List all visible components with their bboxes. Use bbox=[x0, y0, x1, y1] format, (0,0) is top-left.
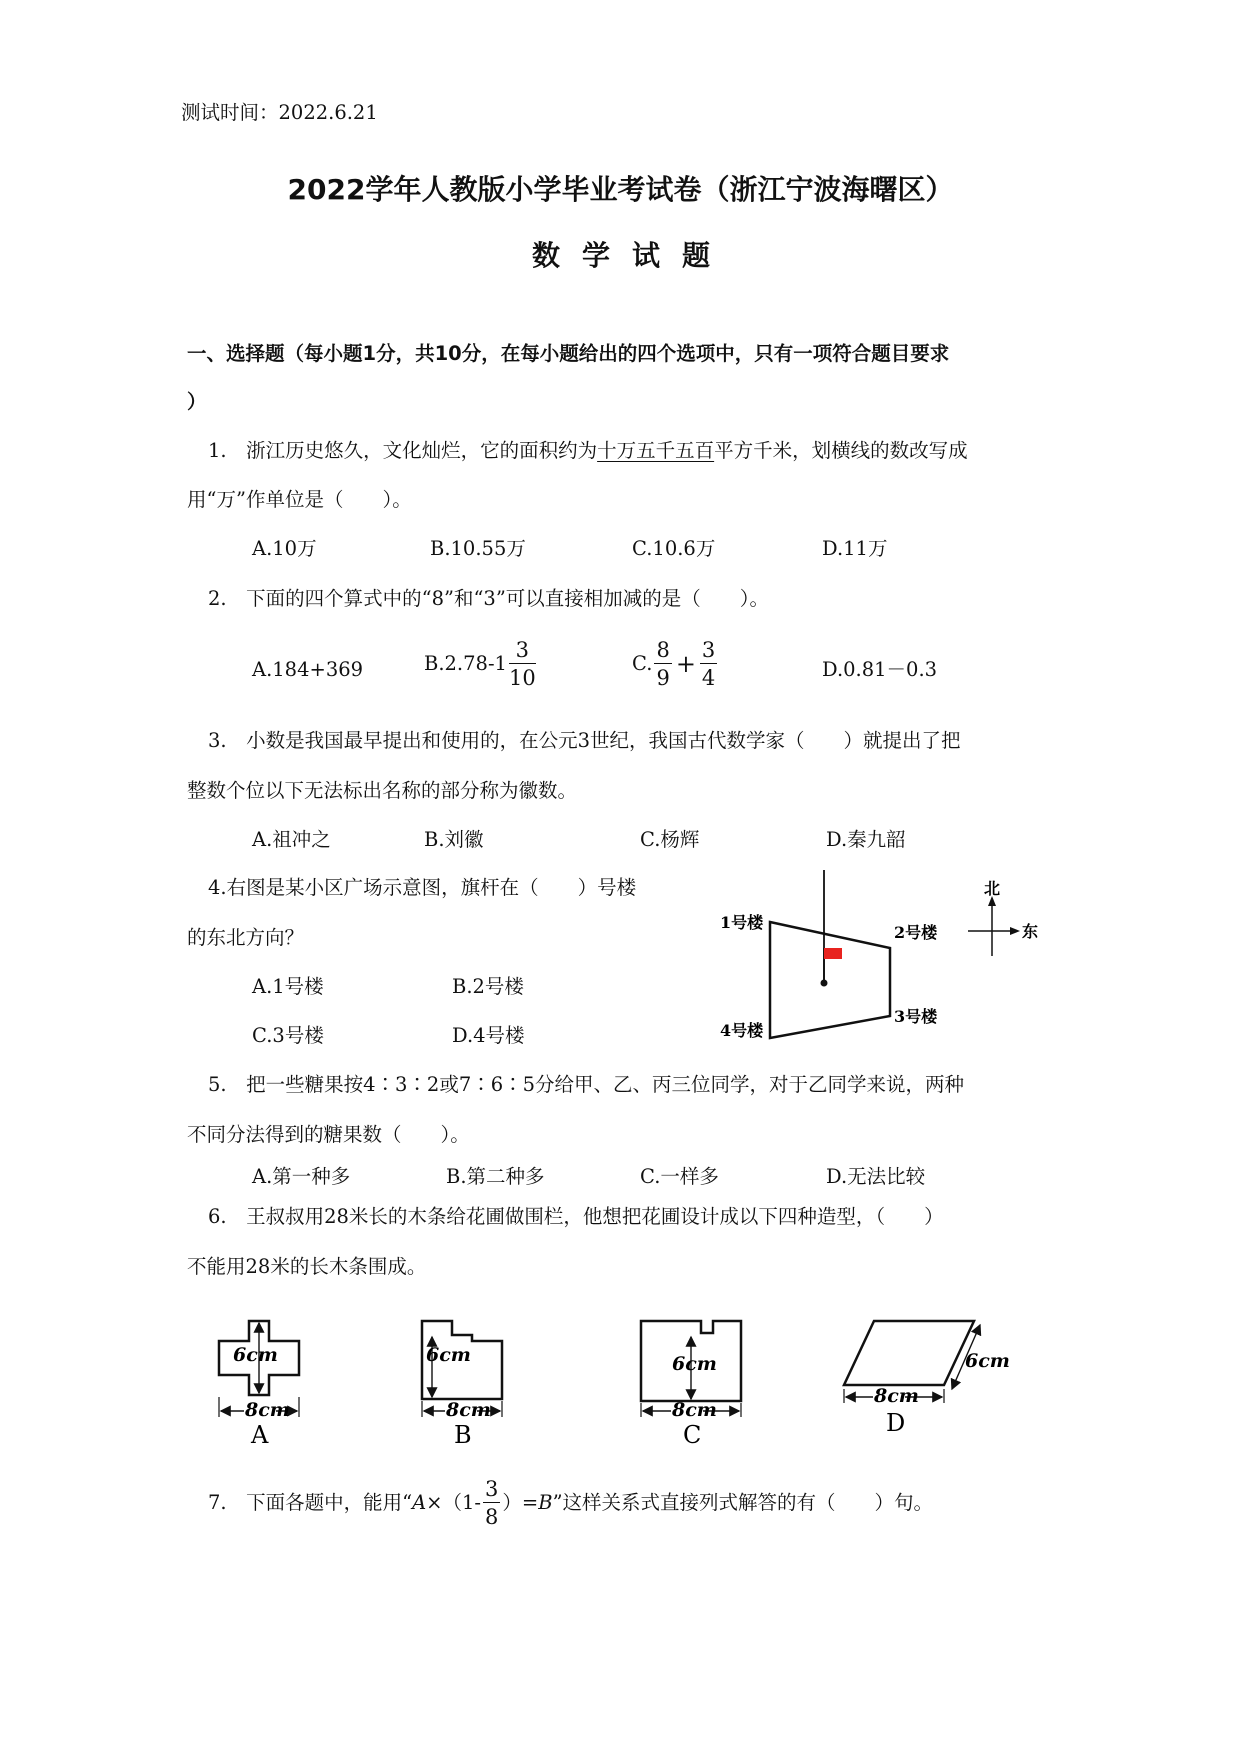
q7-numerator: 3 bbox=[483, 1478, 500, 1503]
compass-east-arrow-icon bbox=[1010, 927, 1020, 935]
figure-d bbox=[844, 1321, 1010, 1437]
q1-underlined-number: 十万五千五百 bbox=[597, 439, 715, 462]
q2-c-numerator-1: 8 bbox=[654, 639, 671, 664]
figure-c-height-label: 6cm bbox=[672, 1353, 717, 1375]
q3-line1: 3. 小数是我国最早提出和使用的，在公元3世纪，我国古代数学家（ ）就提出了把 bbox=[208, 729, 961, 752]
page-title: 2022学年人教版小学毕业考试卷（浙江宁波海曙区） bbox=[287, 173, 954, 206]
q4-line1: 4.右图是某小区广场示意图，旗杆在（ ）号楼 bbox=[208, 876, 637, 899]
q7-post: ”这样关系式直接列式解答的有（ ）句。 bbox=[552, 1491, 934, 1515]
q2-c-numerator-2: 3 bbox=[700, 639, 717, 664]
q2-option-d[interactable]: D.0.81－0.3 bbox=[822, 658, 938, 681]
figure-a-width-label: 8cm bbox=[245, 1399, 290, 1421]
plaza-outline bbox=[770, 922, 890, 1038]
q5-line2: 不同分法得到的糖果数（ ）。 bbox=[187, 1123, 470, 1146]
q2-option-c[interactable] bbox=[632, 639, 719, 689]
building-3-label: 3号楼 bbox=[894, 1007, 938, 1026]
q2-c-fraction-2 bbox=[700, 639, 717, 689]
figure-c-width-label: 8cm bbox=[672, 1399, 717, 1421]
q6-figures bbox=[200, 1285, 1060, 1445]
q1-line2: 用“万”作单位是（ ）。 bbox=[187, 488, 412, 511]
compass-north-label: 北 bbox=[984, 879, 1001, 898]
q7-denominator: 8 bbox=[485, 1505, 499, 1530]
q2-option-a[interactable]: A.184+369 bbox=[252, 658, 364, 681]
q3-option-d[interactable]: D.秦九韶 bbox=[826, 828, 906, 851]
q7-var-a: A bbox=[412, 1491, 427, 1515]
figure-b-height-label: 6cm bbox=[426, 1344, 471, 1366]
page-subtitle: 数学试题 bbox=[531, 239, 732, 272]
building-4-label: 4号楼 bbox=[720, 1021, 764, 1040]
flag-icon bbox=[824, 948, 842, 959]
q3-line2: 整数个位以下无法标出名称的部分称为徽数。 bbox=[187, 779, 578, 802]
q4-option-b[interactable]: B.2号楼 bbox=[452, 975, 524, 998]
q2-c-denominator-1: 9 bbox=[656, 666, 670, 691]
q2-c-fraction-1 bbox=[654, 639, 671, 689]
compass-east-label: 东 bbox=[1022, 922, 1039, 941]
building-1-label: 1号楼 bbox=[720, 913, 764, 932]
q3-option-b[interactable]: B.刘徽 bbox=[424, 828, 484, 851]
q7-line bbox=[208, 1478, 933, 1528]
q5-option-c[interactable]: C.一样多 bbox=[640, 1165, 719, 1188]
q2-b-fraction bbox=[509, 639, 536, 689]
q2-c-denominator-2: 4 bbox=[701, 666, 716, 691]
q1-post: 平方千米，划横线的数改写成 bbox=[714, 439, 968, 462]
q1-pre: 1. 浙江历史悠久，文化灿烂，它的面积约为 bbox=[208, 439, 598, 462]
figure-a bbox=[219, 1321, 299, 1445]
q2-b-prefix: B.2.78-1 bbox=[424, 652, 507, 676]
q1-option-a[interactable]: A.10万 bbox=[252, 537, 317, 560]
q7-pre: 7. 下面各题中，能用“ bbox=[208, 1491, 413, 1515]
q4-plaza-map bbox=[700, 870, 1060, 1050]
q7-close: ）= bbox=[502, 1491, 539, 1515]
building-2-label: 2号楼 bbox=[894, 923, 938, 942]
q5-option-b[interactable]: B.第二种多 bbox=[446, 1165, 545, 1188]
figure-c bbox=[641, 1321, 741, 1445]
q5-line1: 5. 把一些糖果按4∶3∶2或7∶6∶5分给甲、乙、丙三位同学，对于乙同学来说，两种 bbox=[208, 1073, 965, 1096]
section-heading-cont: ） bbox=[187, 390, 207, 413]
q4-option-a[interactable]: A.1号楼 bbox=[252, 975, 324, 998]
test-time: 测试时间：2022.6.21 bbox=[181, 101, 378, 124]
q1-option-b[interactable]: B.10.55万 bbox=[430, 537, 526, 560]
q2-b-denominator: 10 bbox=[508, 666, 536, 691]
figure-d-height-label: 6cm bbox=[965, 1350, 1010, 1372]
q7-fraction bbox=[483, 1478, 500, 1528]
q6-line2: 不能用28米的长木条围成。 bbox=[187, 1255, 427, 1278]
figure-a-height-label: 6cm bbox=[233, 1344, 278, 1366]
figure-b-label: B bbox=[454, 1421, 472, 1445]
q1-line1 bbox=[208, 441, 968, 461]
q1-option-c[interactable]: C.10.6万 bbox=[632, 537, 716, 560]
figure-b-width-label: 8cm bbox=[446, 1399, 491, 1421]
q2-c-prefix: C. bbox=[632, 652, 653, 676]
q4-option-c[interactable]: C.3号楼 bbox=[252, 1024, 324, 1047]
q3-option-c[interactable]: C.杨辉 bbox=[640, 828, 700, 851]
section-heading: 一、选择题（每小题1分，共10分，在每小题给出的四个选项中，只有一项符合题目要求 bbox=[187, 342, 950, 365]
q2-option-b[interactable] bbox=[424, 639, 538, 689]
figure-b bbox=[422, 1321, 502, 1445]
flagpole-base bbox=[821, 980, 828, 987]
figure-a-label: A bbox=[251, 1421, 269, 1445]
q2-c-operator: + bbox=[675, 650, 696, 679]
figure-c-label: C bbox=[683, 1421, 702, 1445]
q2-line1: 2. 下面的四个算式中的“8”和“3”可以直接相加减的是（ ）。 bbox=[208, 587, 770, 610]
figure-d-label: D bbox=[886, 1409, 906, 1437]
q4-option-d[interactable]: D.4号楼 bbox=[452, 1024, 525, 1047]
figure-d-width-label: 8cm bbox=[874, 1385, 919, 1407]
q2-b-numerator: 3 bbox=[509, 639, 536, 664]
q7-times-paren: ×（1- bbox=[426, 1491, 482, 1515]
q1-option-d[interactable]: D.11万 bbox=[822, 537, 888, 560]
q3-option-a[interactable]: A.祖冲之 bbox=[252, 828, 331, 851]
figure-d-shape bbox=[844, 1321, 974, 1385]
q5-option-d[interactable]: D.无法比较 bbox=[826, 1165, 926, 1188]
q5-option-a[interactable]: A.第一种多 bbox=[252, 1165, 351, 1188]
q7-var-b: B bbox=[538, 1491, 553, 1515]
q6-line1: 6. 王叔叔用28米长的木条给花圃做围栏，他想把花圃设计成以下四种造型，（ ） bbox=[208, 1205, 944, 1228]
q4-line2: 的东北方向？ bbox=[187, 926, 305, 949]
